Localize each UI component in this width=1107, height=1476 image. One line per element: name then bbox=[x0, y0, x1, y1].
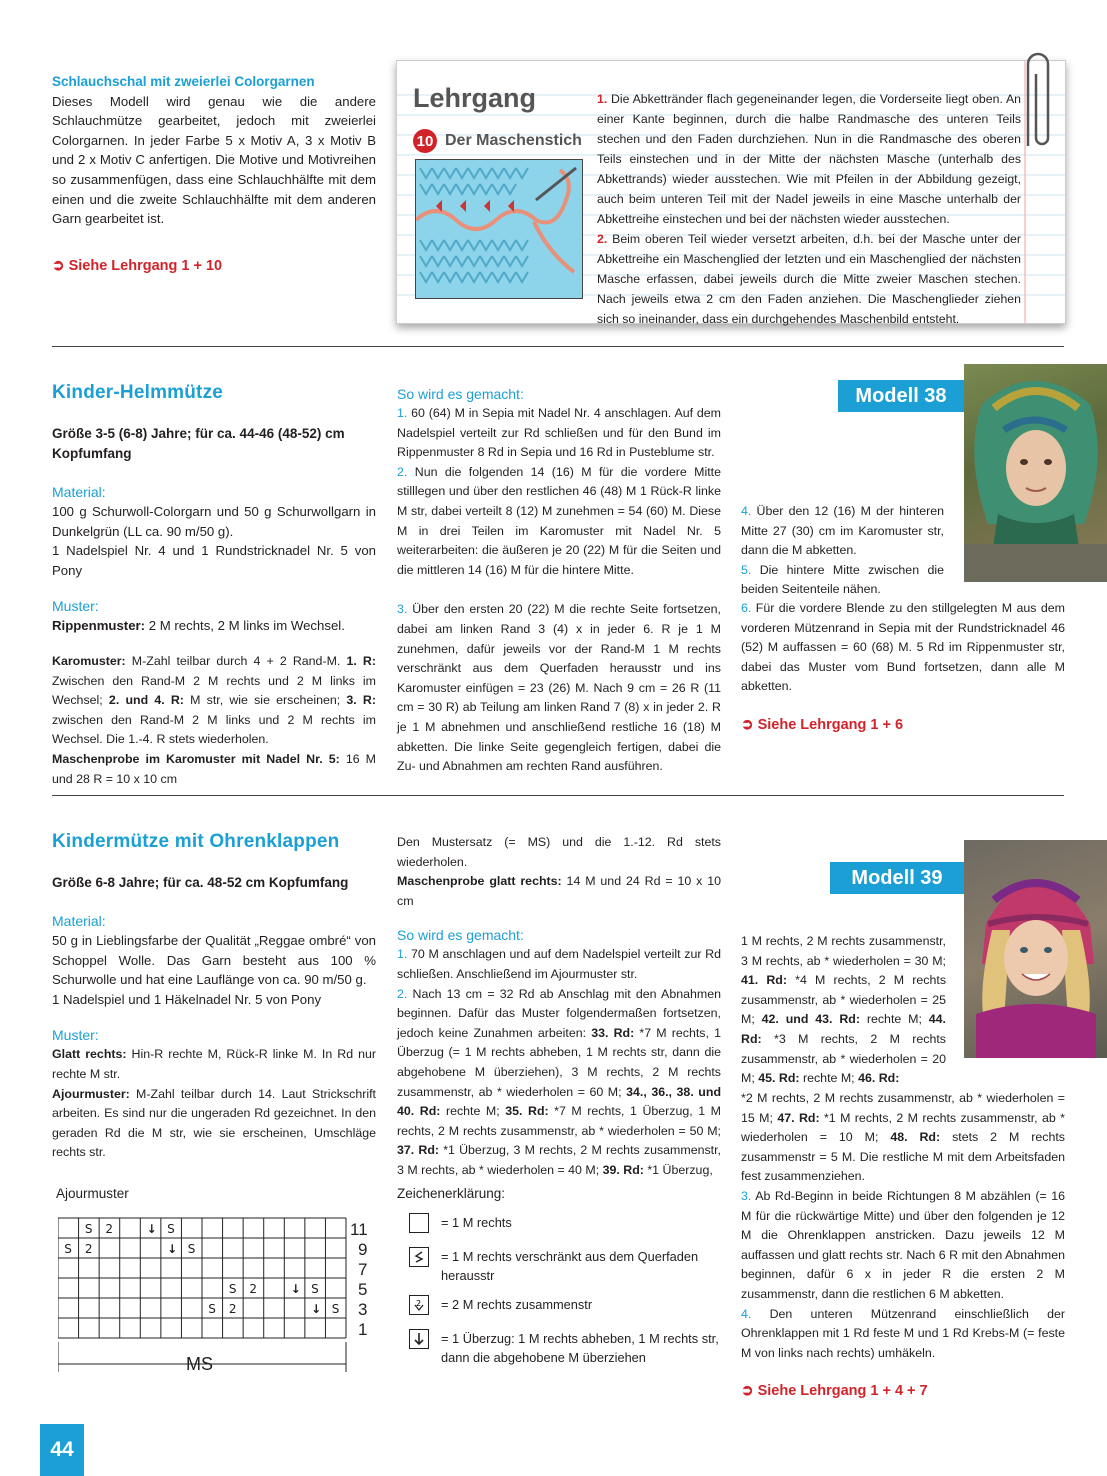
ohr-link[interactable]: ➲ Siehe Lehrgang 1 + 4 + 7 bbox=[741, 1382, 928, 1400]
ohr-material-label: Material: bbox=[52, 913, 106, 929]
chart-row-number: 11 bbox=[350, 1220, 368, 1239]
modell-38-photo bbox=[964, 364, 1107, 582]
ohr-middle-column bbox=[397, 833, 721, 1181]
k2tog-icon bbox=[409, 1295, 429, 1315]
chart-row-number: 5 bbox=[358, 1280, 368, 1299]
ohr-title: Kindermütze mit Ohrenklappen bbox=[52, 831, 340, 852]
ohr-step-1: 1. 70 M anschlagen und auf dem Nadelspiel verteilt zur Rd schließen. Anschließend im Ajourmuster str. bbox=[397, 947, 721, 981]
maschenstich-illustration bbox=[415, 159, 583, 299]
chart-stitch-symbol: ↓ bbox=[290, 1282, 301, 1296]
chart-stitch-symbol: S bbox=[228, 1282, 237, 1296]
lehrgang-text: 1. Die Abkettränder flach gegeneinander legen, die Vorderseite liegt oben. An einer Kante beginnen, durch die halbe Randmasche des unteren Teils stechen und den Faden durchziehen. Nun in die Randmasche des oberen Teils einstechen und in der Mitte der nächsten Masche (unterhalb des Abkettrands) wieder ausstechen. Wie mit Pfeilen in der Abbildung gezeigt, auch beim unteren Teil mit der Nadel jeweils in eine Masche unterhalb der Abkettreihe einstechen und bei der nächsten wieder ausstechen. 2. Beim oberen Teil wieder versetzt arbeiten, d.h. bei der Masche unter der Abkettreihe ein Maschenglied der letzten und ein Maschenglied der nächsten Masche erfassen, dabei jeweils durch die Mitte zweier Maschen stechen. Nach jeweils etwa 2 cm den Faden anziehen. Die Maschenglieder ziehen sich so ineinander, dass ein durchgehendes Maschenbild entsteht. bbox=[597, 92, 1021, 326]
page-number: 44 bbox=[40, 1424, 84, 1476]
legend-item-ueberzug: = 1 Überzug: 1 M rechts abheben, 1 M rechts str, dann die abgehobene M überziehen bbox=[397, 1329, 727, 1367]
child-earflap-hat-photo bbox=[964, 840, 1107, 1058]
chart-stitch-symbol: ↓ bbox=[311, 1302, 322, 1316]
helm-muster-label: Muster: bbox=[52, 598, 99, 615]
chart-row-number: 3 bbox=[358, 1300, 368, 1319]
ohr-ajourmuster: Ajourmuster: M-Zahl teilbar durch 14. Laut Strickschrift arbeiten. Es sind nur die ungeraden Rd gezeichnet. In den geraden Rd die M str, wie sie erscheinen, Umschläge rechts str. bbox=[52, 1086, 376, 1160]
ohr-right-column-bottom bbox=[741, 1089, 1065, 1399]
helm-material-needles: 1 Nadelspiel Nr. 4 und 1 Rundstricknadel Nr. 5 von Pony bbox=[52, 543, 376, 578]
chart-stitch-symbol: S bbox=[167, 1222, 175, 1236]
helm-step-1: 1. 60 (64) M in Sepia mit Nadel Nr. 4 anschlagen. Auf dem Nadelspiel verteilt zur Rd schließen und für den Bund im Rippenmuster 8 Rd in Sepia und 16 Rd in Pusteblume str. bbox=[397, 406, 721, 460]
scarf-section bbox=[52, 72, 376, 274]
chart-stitch-symbol: 2 bbox=[249, 1282, 258, 1296]
helm-left-column bbox=[52, 382, 376, 789]
ohr-left-column bbox=[52, 831, 376, 1163]
ohr-rounds-41-46: 1 M rechts, 2 M rechts zusammenstr, 3 M rechts, ab * wiederholen = 30 M; 41. Rd: *4 M rechts, 2 M rechts zusammenstr, ab * wiederholen = 25 M; 42. und 43. Rd: rechte M; 44. Rd: *3 M rechts, 2 M rechts zusammenstr, ab * wiederholen = 20 M; 45. Rd: rechte M; 46. Rd: bbox=[741, 934, 947, 1086]
empty-square-icon bbox=[409, 1213, 429, 1233]
ohr-so-label: So wird es gemacht: bbox=[397, 927, 524, 944]
ohr-ms-line: Den Mustersatz (= MS) und die 1.-12. Rd stets wiederholen. bbox=[397, 835, 721, 869]
chart-stitch-symbol: 2 bbox=[105, 1222, 114, 1236]
svg-text:2: 2 bbox=[416, 1299, 422, 1308]
helm-right-column-bottom bbox=[741, 599, 1065, 733]
helm-rippenmuster: Rippenmuster: 2 M rechts, 2 M links im Wechsel. bbox=[52, 618, 345, 634]
chart-row-number: 1 bbox=[358, 1320, 368, 1339]
scarf-link[interactable]: ➲ Siehe Lehrgang 1 + 10 bbox=[52, 256, 223, 274]
lehrgang-box bbox=[396, 60, 1066, 324]
ohr-maschenprobe: Maschenprobe glatt rechts: 14 M und 24 Rd = 10 x 10 cm bbox=[397, 874, 721, 908]
helm-size: Größe 3-5 (6-8) Jahre; für ca. 44-46 (48-52) cm Kopfumfang bbox=[52, 426, 345, 461]
helm-right-column-top bbox=[741, 502, 944, 600]
helm-step-6: 6. Für die vordere Blende zu den stillgelegten M aus dem vorderen Mützenrand in Sepia mit der Rundstricknadel 46 (52) M auffassen = 60 (68) M. 5 Rd im Rippenmuster str, dabei das Muster vom Bund fortsetzen, dann alle M abketten. bbox=[741, 601, 1065, 694]
helm-link[interactable]: ➲ Siehe Lehrgang 1 + 6 bbox=[741, 715, 904, 733]
helm-step-4: 4. Über den 12 (16) M der hinteren Mitte 27 (30) cm im Karomuster str, dann die M abketten. bbox=[741, 504, 944, 558]
section-divider bbox=[52, 346, 1064, 347]
ohr-material: 50 g in Lieblingsfarbe der Qualität „Reggae ombré“ von Schoppel Wolle. Das Garn besteht aus 100 % Schurwolle und hat eine Lauflänge von ca. 90 m/50 g. bbox=[52, 933, 376, 988]
scarf-text: Dieses Modell wird genau wie die andere Schlauchmütze gearbeitet, jedoch mit zweierlei Colorgarnen. In jeder Farbe 5 x Motiv A, 3 x Motiv B und 2 x Motiv C anfertigen. Die Motive und Motivreihen so zusammenfügen, dass eine Schlauchhälfte mit dem einen und die zweite Schlauchhälfte mit dem anderen Garn gearbeitet ist. bbox=[52, 93, 376, 227]
helm-step-3: 3. Über den ersten 20 (22) M die rechte Seite fortsetzen, dabei am linken Rand 3 (4) x in jeder 6. R je 1 M zunehmen, dafür jeweils vor der Rand-M 1 M rechts verschränkt aus dem Querfaden herausstr und ins Karomuster einfügen = 23 (26) M. Nach 9 cm = 26 R (11 cm = 30 R) ab Teilung am linken Rand 7 (8) x in jeder 2. R je 1 M abnehmen und anschließend restliche 16 (18) M abketten. Die linke Seite gegengleich fertigen, dabei die Zu- und Abnahmen am rechten Rand ausführen. bbox=[397, 602, 721, 774]
ohr-rounds-46-48: *2 M rechts, 2 M rechts zusammenstr, ab * wiederholen = 15 M; 47. Rd: *1 M rechts, 2 M rechts zusammenstr, ab * wiederholen = 10 M; 48. Rd: stets 2 M rechts zusammenstr = 5 M. Die restliche M mit dem Arbeitsfaden fest zusammenziehen. bbox=[741, 1091, 1065, 1184]
helm-karomuster: Karomuster: M-Zahl teilbar durch 4 + 2 Rand-M. 1. R: Zwischen den Rand-M 2 M rechts und 2 M links im Wechsel; 2. und 4. R: M str, wie sie erscheinen; 3. R: zwischen den Rand-M 2 M links und 2 M rechts im Wechsel. Die 1.-4. R stets wiederholen. bbox=[52, 653, 376, 747]
chart-legend bbox=[397, 1186, 727, 1377]
modell-39-badge: Modell 39 bbox=[830, 862, 964, 894]
arrow-right-icon: ➲ bbox=[741, 715, 754, 733]
ajour-knitting-chart bbox=[58, 1216, 388, 1376]
lehrgang-subheading bbox=[413, 129, 582, 153]
helm-material-label: Material: bbox=[52, 484, 106, 500]
legend-item-rechts: = 1 M rechts bbox=[397, 1213, 727, 1233]
helm-maschenprobe: Maschenprobe im Karomuster mit Nadel Nr. 5: 16 M und 28 R = 10 x 10 cm bbox=[52, 751, 376, 786]
modell-39-photo bbox=[964, 840, 1107, 1058]
arrow-right-icon: ➲ bbox=[741, 1382, 754, 1400]
arrow-right-icon: ➲ bbox=[52, 256, 65, 274]
chart-stitch-symbol: S bbox=[208, 1302, 216, 1316]
chart-stitch-symbol: S bbox=[64, 1242, 72, 1256]
ohr-right-column-top bbox=[741, 932, 946, 1089]
paperclip-icon bbox=[1016, 46, 1056, 156]
chart-stitch-symbol: S bbox=[311, 1282, 319, 1296]
legend-item-verschraenkt: = 1 M rechts verschränkt aus dem Querfaden herausstr bbox=[397, 1247, 727, 1285]
chart-stitch-symbol: ↓ bbox=[167, 1242, 178, 1256]
chart-stitch-symbol: ↓ bbox=[146, 1222, 157, 1236]
chart-stitch-symbol: 2 bbox=[228, 1302, 237, 1316]
lehrgang-subtitle: Der Maschenstich bbox=[445, 132, 582, 149]
ohr-glatt-rechts: Glatt rechts: Hin-R rechte M, Rück-R linke M. In Rd nur rechte M str. bbox=[52, 1047, 377, 1081]
legend-title: Zeichenerklärung: bbox=[397, 1186, 506, 1201]
helm-material: 100 g Schurwoll-Colorgarn und 50 g Schurwollgarn in Dunkelgrün (LL ca. 90 m/50 g). bbox=[52, 504, 376, 539]
knit-stitch-icon bbox=[416, 160, 582, 298]
ohr-step-4: 4. Den unteren Mützenrand einschließlich der Ohrenklappen mit 1 Rd feste M und 1 Rd Krebs-M (= feste M von links nach rechts) umhäkeln. bbox=[741, 1306, 1065, 1360]
ohr-step-3: 3. Ab Rd-Beginn in beide Richtungen 8 M abzählen (= 16 M für die rückwärtige Mitte) und über den folgenden je 12 M die Ohrenklappen anstricken. Dazu jeweils 12 M auffassen und glatt rechts str. Nach 6 R mit den Abnahmen beginnen, dafür 6 x in jeder R die ersten 2 M zusammenstr, dann die restlichen 6 M abketten. bbox=[741, 1188, 1065, 1301]
chart-stitch-symbol: S bbox=[84, 1222, 93, 1236]
ohr-material-needles: 1 Nadelspiel und 1 Häkelnadel Nr. 5 von Pony bbox=[52, 991, 322, 1007]
helm-so-label: So wird es gemacht: bbox=[397, 386, 524, 402]
chart-stitch-symbol: 2 bbox=[84, 1242, 93, 1256]
ohr-size: Größe 6-8 Jahre; für ca. 48-52 cm Kopfumfang bbox=[52, 875, 349, 890]
ohr-step-2: 2. Nach 13 cm = 32 Rd ab Anschlag mit den Abnahmen beginnen. Dafür das Muster folgendermaßen fortsetzen, jedoch keine Zunahmen arbeiten: 33. Rd: *7 M rechts, 1 Überzug (= 1 M rechts abheben, 1 M rechts str, dann die abgehobene M überziehen), 3 M rechts, 2 M rechts zusammenstr, ab * wiederholen = 60 M; 34., 36., 38. und 40. Rd: rechte M; 35. Rd: *7 M rechts, 1 Überzug, 1 M rechts, 2 M rechts zusammenstr, ab * wiederholen = 50 M; 37. Rd: *1 Überzug, 3 M rechts, 2 M rechts zusammenstr, 3 M rechts, ab * wiederholen = 40 M; 39. Rd: *1 Überzug, bbox=[397, 986, 722, 1177]
helm-title: Kinder-Helmmütze bbox=[52, 382, 224, 403]
lehrgang-title: Lehrgang bbox=[413, 83, 537, 113]
helm-step-5: 5. Die hintere Mitte zwischen die beiden Seitenteile nähen. bbox=[741, 562, 944, 597]
chart-row-number: 9 bbox=[358, 1240, 368, 1259]
lehrgang-number-badge: 10 bbox=[413, 129, 437, 153]
ajour-chart-title: Ajourmuster bbox=[56, 1186, 129, 1201]
legend-item-zusammenstr: 2 = 2 M rechts zusammenstr bbox=[397, 1295, 727, 1315]
section-divider bbox=[52, 795, 1064, 796]
ohr-muster-label: Muster: bbox=[52, 1027, 99, 1044]
scarf-title: Schlauchschal mit zweierlei Colorgarnen bbox=[52, 74, 315, 89]
chart-stitch-symbol: S bbox=[187, 1242, 196, 1256]
chart-ms-label: MS bbox=[186, 1354, 213, 1374]
chart-stitch-symbol: S bbox=[331, 1302, 340, 1316]
down-arrow-stitch-icon bbox=[409, 1329, 429, 1349]
chart-row-number: 7 bbox=[358, 1260, 368, 1279]
twisted-stitch-icon bbox=[409, 1247, 429, 1267]
child-helmet-photo bbox=[964, 364, 1107, 582]
modell-38-badge: Modell 38 bbox=[838, 380, 964, 412]
helm-middle-column bbox=[397, 384, 721, 777]
helm-step-2: 2. Nun die folgenden 14 (16) M für die vordere Mitte stilllegen und über den restlichen 46 (48) M 1 Rück-R linke M str, dabei verteilt 8 (12) M zunehmen = 54 (60) M. Diese M in drei Teilen im Karomuster mit Nadel Nr. 5 weiterarbeiten: die äußeren je 20 (22) M für die Seiten und die mittleren 14 (16) M für die hintere Mitte. bbox=[397, 464, 721, 577]
